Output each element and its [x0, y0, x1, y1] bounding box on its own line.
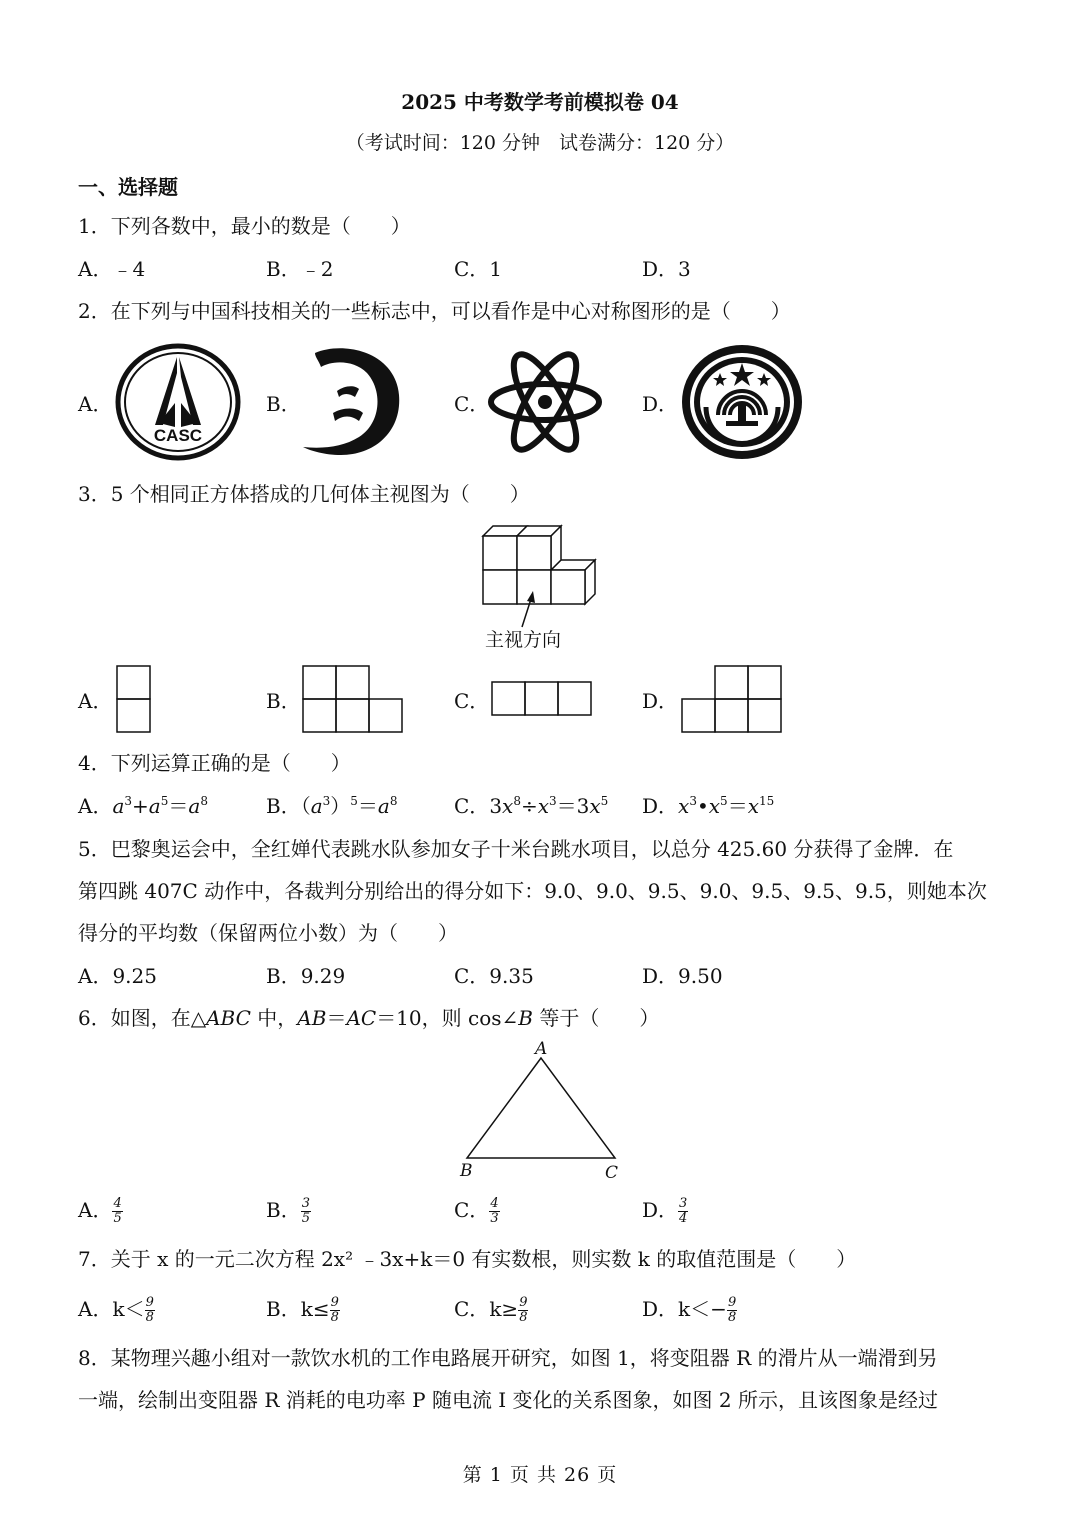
q5-option-c: C．9.35	[454, 964, 534, 988]
exam-info: （考试时间：120 分钟 试卷满分：120 分）	[345, 132, 735, 154]
q3-stem: 3．5 个相同正方体搭成的几何体主视图为（ ）	[78, 482, 530, 506]
q7-option-d: D．k＜− $\frac{9}{8}$	[642, 1295, 737, 1325]
brush-logo	[303, 343, 403, 461]
q5-option-a: A．9.25	[78, 964, 157, 988]
q3-option-b-view	[302, 665, 404, 733]
q5-stem-line1: 5．巴黎奥运会中，全红婵代表跳水队参加女子十米台跳水项目，以总分 425.60 分获得了金牌．在	[78, 837, 954, 861]
section-heading: 一、选择题	[78, 175, 178, 199]
vertex-b-label: B	[460, 1161, 473, 1181]
q3-label-d: D．	[642, 689, 679, 713]
vertex-a-label: A	[535, 1039, 548, 1059]
q6-option-c: C． $\frac{4}{3}$	[454, 1196, 499, 1226]
q4-option-d: D．$x^3•x^5=x^{15}$	[642, 794, 775, 818]
q2-label-c: C．	[454, 392, 490, 416]
q6-option-d: D． $\frac{3}{4}$	[642, 1196, 688, 1226]
q8-stem-line1: 8．某物理兴趣小组对一款饮水机的工作电路展开研究，如图 1，将变阻器 R 的滑片从一端滑到另	[78, 1346, 938, 1370]
q2-stem: 2．在下列与中国科技相关的一些标志中，可以看作是中心对称图形的是（ ）	[78, 299, 791, 323]
q5-stem-line3: 得分的平均数（保留两位小数）为（ ）	[78, 921, 458, 945]
q7-stem: 7．关于 x 的一元二次方程 2x² ﹣3x+k＝0 有实数根，则实数 k 的取值范围是（ ）	[78, 1247, 857, 1271]
q5-stem-line2: 第四跳 407C 动作中，各裁判分别给出的得分如下：9.0、9.0、9.5、9.0、9.5、9.5、9.5，则她本次	[78, 879, 987, 903]
q2-label-b: B．	[266, 392, 301, 416]
q1-option-b: B．﹣2	[266, 257, 334, 281]
q7-option-b: B．k≤ $\frac{9}{8}$	[266, 1295, 339, 1325]
q6-option-b: B． $\frac{3}{5}$	[266, 1196, 310, 1226]
atom-logo	[488, 343, 602, 461]
q1-option-c: C．1	[454, 257, 503, 281]
q1-stem: 1．下列各数中，最小的数是（ ）	[78, 214, 411, 238]
q3-option-a-view	[116, 665, 152, 733]
q2-label-d: D．	[642, 392, 679, 416]
q3-option-d-view	[681, 665, 783, 733]
q4-option-b: B．$(a^3)^5=a^8$	[266, 794, 398, 818]
q5-option-b: B．9.29	[266, 964, 346, 988]
q6-option-a: A． $\frac{4}{5}$	[78, 1196, 122, 1226]
q4-stem: 4．下列运算正确的是（ ）	[78, 751, 351, 775]
q3-label-c: C．	[454, 689, 490, 713]
cube-solid-figure	[480, 523, 605, 628]
triangle-abc-figure	[460, 1038, 620, 1183]
q1-option-a: A．﹣4	[78, 257, 146, 281]
q4-option-c: C．$3x^8\div x^3=3x^5$	[454, 794, 609, 818]
emblem-logo	[680, 343, 804, 461]
view-direction-label: 主视方向	[485, 629, 562, 651]
q3-label-a: A．	[78, 689, 113, 713]
q3-label-b: B．	[266, 689, 301, 713]
q1-option-d: D．3	[642, 257, 691, 281]
q8-stem-line2: 一端，绘制出变阻器 R 消耗的电功率 P 随电流 I 变化的关系图象，如图 2 所示，且该图象是经过	[78, 1388, 938, 1412]
q7-option-c: C．k≥ $\frac{9}{8}$	[454, 1295, 528, 1325]
q5-option-d: D．9.50	[642, 964, 723, 988]
casc-logo	[115, 343, 241, 461]
page-footer: 第 1 页 共 26 页	[462, 1464, 618, 1486]
vertex-c-label: C	[605, 1163, 619, 1183]
q4-option-a: A．$a^3+a^5=a^8$	[78, 794, 208, 818]
q6-stem: 6．如图，在△ABC 中，AB＝AC＝10，则 cos∠B 等于（ ）	[78, 1006, 660, 1030]
q7-option-a: A．k＜ $\frac{9}{8}$	[78, 1295, 154, 1325]
casc-logo-text: CASC	[153, 426, 203, 445]
q3-option-c-view	[491, 681, 593, 717]
q2-label-a: A．	[78, 392, 113, 416]
page-title: 2025 中考数学考前模拟卷 04	[401, 90, 679, 114]
